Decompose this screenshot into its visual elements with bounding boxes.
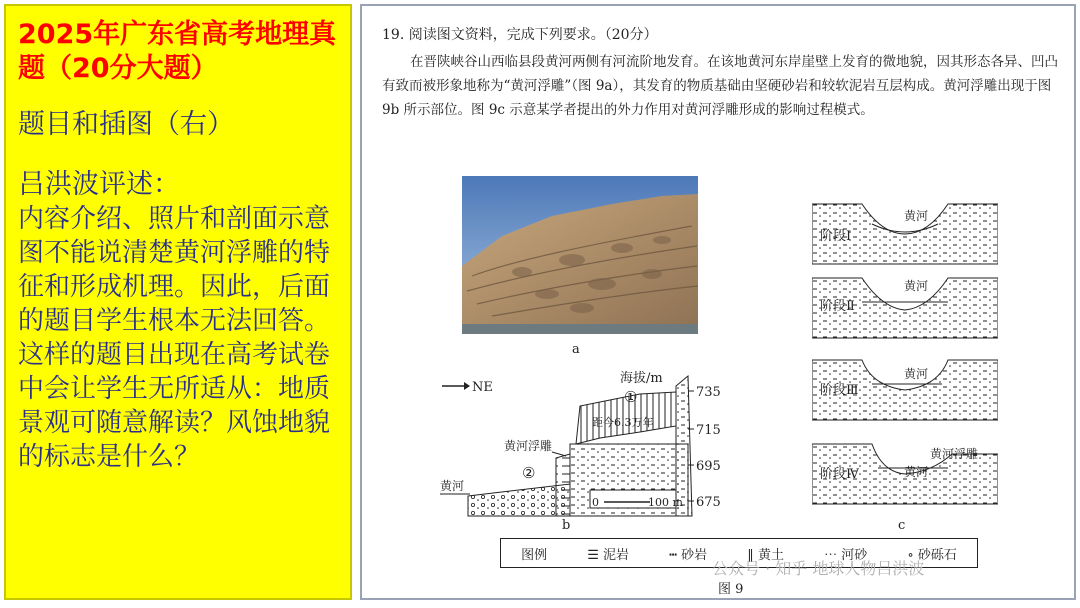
stage-3-label: 阶段Ⅲ [820, 383, 859, 398]
comment-body: 内容介绍、照片和剖面示意图不能说清楚黄河浮雕的特征和形成机理。因此，后面的题目学生根本无法回答。这样的题目出现在高考试卷中会让学生无所适从：地质景观可随意解读？风蚀地貌的标志是什么？ [18, 204, 331, 472]
alt-tick-675: 675 [696, 495, 721, 510]
circle-1-label: ① [624, 388, 638, 406]
stage-2-label: 阶段Ⅱ [820, 299, 855, 314]
circle-2-label: ② [522, 464, 536, 482]
alt-tick-735: 735 [696, 385, 721, 400]
scale-zero: 0 [592, 496, 599, 509]
question-body: 在晋陕峡谷山西临县段黄河两侧有河流阶地发育。在该地黄河东岸崖壁上发育的微地貌，因其形态各异、凹凸有致而被形象地称为“黄河浮雕”（图 9a），其发育的物质基础由坚硬砂岩和较软泥岩互层构成。黄河浮雕出现于图 9b 所示部位。图 9c 示意某学者提出的外力作用对黄河浮雕形成的影响过程模式。 [382, 54, 1058, 118]
stage-4-label: 阶段Ⅳ [820, 467, 859, 482]
river-label-stage-1: 黄河 [904, 209, 929, 223]
figure-9c-label: c [898, 518, 906, 533]
watermark: 公众号 · 知乎 地球人物吕洪波 [712, 559, 925, 578]
river-label-stage-4: 黄河 [904, 465, 929, 479]
relief-label-c: 黄河浮雕 [930, 447, 979, 461]
river-label-stage-3: 黄河 [904, 367, 929, 381]
direction-label: NE [472, 380, 493, 395]
figure-9a-photo [462, 176, 698, 334]
legend-item-gravel: ∘ 砂砾石 [907, 547, 957, 563]
commentary-panel [4, 4, 352, 600]
alt-tick-715: 715 [696, 423, 721, 438]
question-heading: 19. 阅读图文资料，完成下列要求。（20分） [382, 27, 658, 43]
figure-caption: 图 9 [718, 582, 744, 597]
section-heading: 题目和插图（右） [18, 109, 234, 140]
river-label-stage-2: 黄河 [904, 279, 929, 293]
age-label: 距今6.3万年 [592, 416, 654, 429]
legend-item-mudstone: ☰ 泥岩 [587, 547, 630, 563]
legend-item-river-sand: ⋯ 河砂 [824, 547, 868, 563]
legend-item-sandstone: ┅ 砂岩 [669, 547, 708, 563]
figure-9b-cross-section [440, 366, 740, 526]
alt-title: 海拔/m [620, 371, 663, 386]
comment-heading: 吕洪波评述： [18, 169, 180, 200]
alt-tick-695: 695 [696, 459, 721, 474]
figure-9b-label: b [562, 518, 571, 533]
legend-item-loess: ‖ 黄土 [747, 547, 784, 563]
scale-length: 100 m [648, 496, 683, 509]
river-label-b: 黄河 [440, 479, 465, 493]
panel-title: 2025年广东省高考地理真题（20分大题） [18, 19, 337, 84]
exam-question-panel [360, 4, 1076, 600]
relief-label: 黄河浮雕 [504, 439, 553, 453]
figure-9a-label: a [572, 342, 580, 357]
legend-title: 图例 [521, 547, 548, 563]
stage-1-label: 阶段Ⅰ [820, 229, 852, 244]
figure-9c-stages [812, 194, 998, 520]
